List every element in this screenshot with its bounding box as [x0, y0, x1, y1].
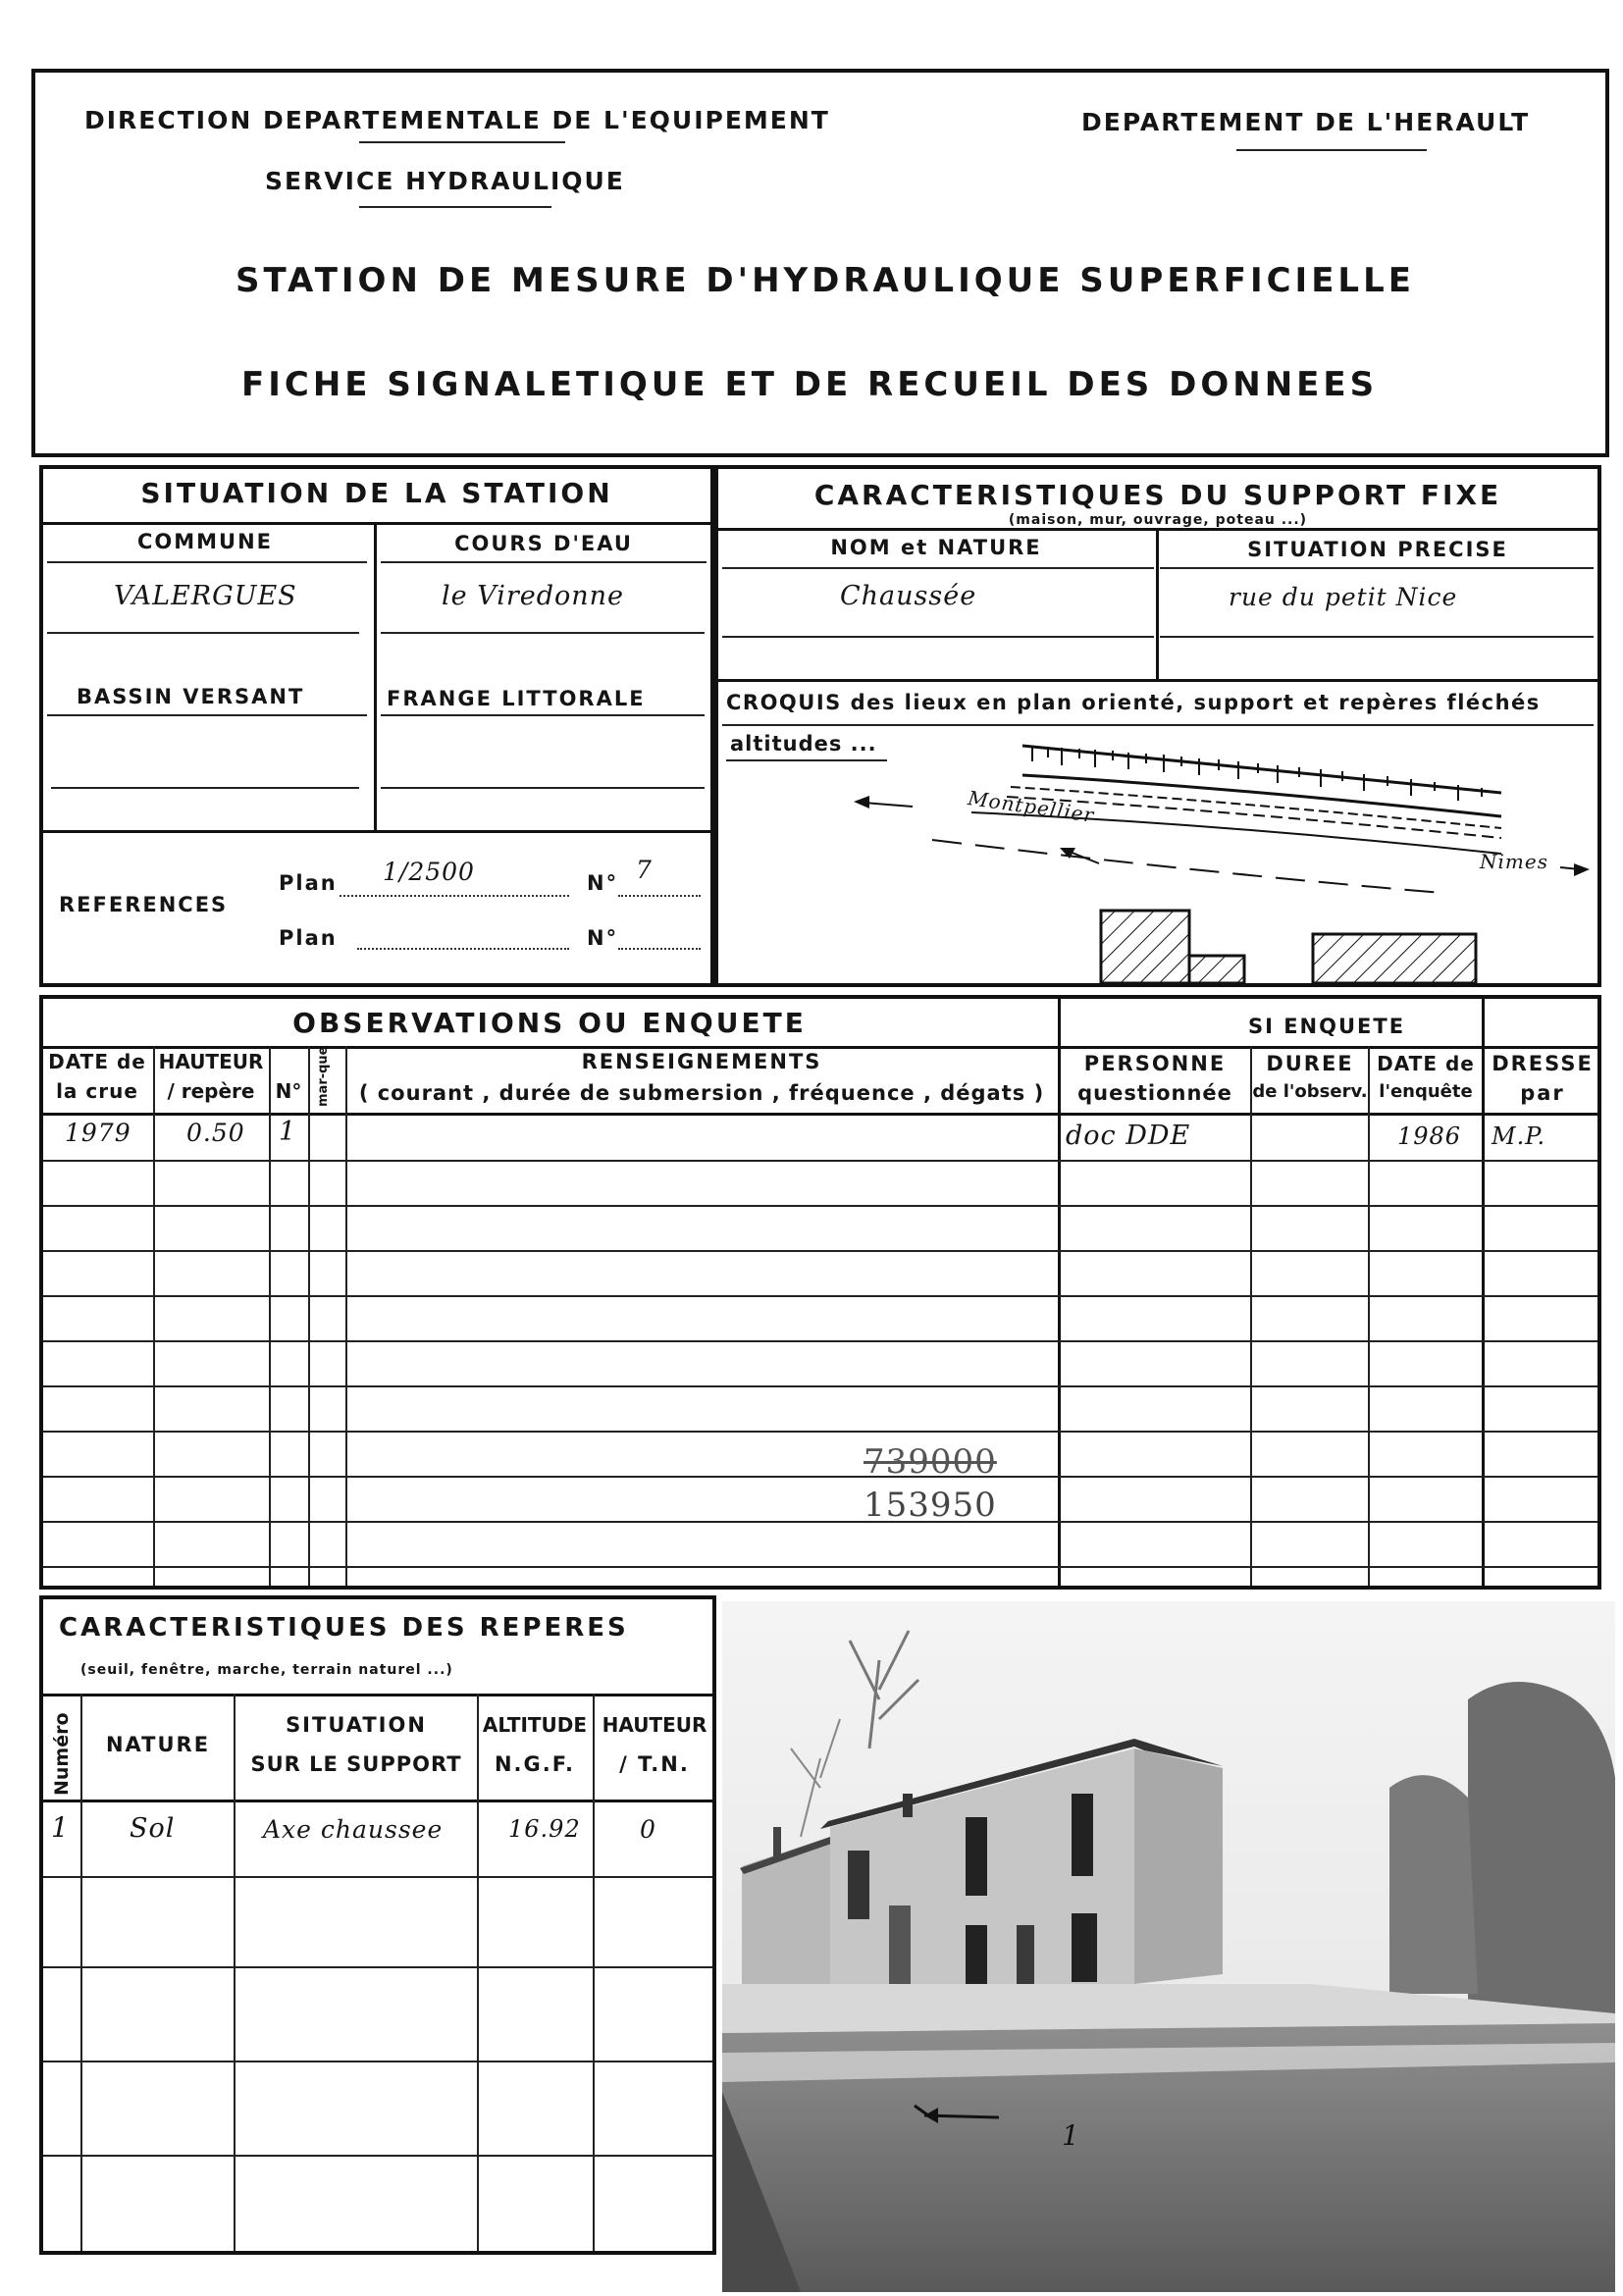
obs-row-line	[43, 1295, 1597, 1297]
header-org: DIRECTION DEPARTEMENTALE DE L'EQUIPEMENT	[84, 106, 830, 134]
no2-label: N°	[587, 926, 619, 950]
col-duree-2: de l'observ.	[1252, 1081, 1368, 1102]
situation-title: SITUATION DE LA STATION	[140, 477, 613, 509]
obs-row-line	[43, 1476, 1597, 1478]
obs-row-line	[43, 1250, 1597, 1252]
coord-value-1: 739000	[864, 1442, 997, 1482]
obs-row-line	[43, 1566, 1597, 1568]
cours-label: COURS D'EAU	[454, 532, 633, 555]
obs-row-line	[43, 1205, 1597, 1207]
site-sketch	[716, 726, 1599, 985]
obs-date-enquete-value: 1986	[1397, 1122, 1462, 1150]
reperes-subtitle: (seuil, fenêtre, marche, terrain naturel ...)	[80, 1662, 453, 1678]
situation-line-4	[47, 714, 367, 716]
col-dresse-2: par	[1520, 1081, 1565, 1105]
obs-vdiv-4	[345, 1046, 347, 1586]
rep-row-line	[43, 2155, 712, 2157]
situation-line-4b	[381, 714, 705, 716]
plan2-label: Plan	[279, 926, 338, 950]
header-department-underline	[1236, 149, 1427, 151]
sketch-label-montpellier: Montpellier	[966, 786, 1096, 827]
reperes-line-1	[39, 1694, 716, 1696]
rep-numero-value: 1	[51, 1811, 70, 1844]
rep-col-situation-1: SITUATION	[286, 1713, 427, 1737]
rep-vdiv-2	[234, 1694, 236, 2251]
plan2-dots	[357, 948, 569, 950]
col-personne-2: questionnée	[1077, 1081, 1232, 1105]
col-date-crue-2: la crue	[56, 1079, 138, 1103]
obs-row-line	[43, 1385, 1597, 1387]
plan1-value: 1/2500	[383, 858, 475, 886]
obs-row-line	[43, 1340, 1597, 1342]
cours-value: le Viredonne	[442, 581, 625, 611]
situation-line-5	[51, 787, 359, 789]
obs-vdiv-6	[1250, 1046, 1252, 1586]
situation-line-3	[47, 632, 359, 634]
rep-row-line	[43, 2061, 712, 2062]
obs-row-line	[43, 1521, 1597, 1523]
obs-row-line	[43, 1431, 1597, 1433]
col-duree-1: DUREE	[1266, 1052, 1354, 1075]
rep-col-hauteur-2: / T.N.	[619, 1752, 690, 1776]
col-personne-1: PERSONNE	[1083, 1052, 1227, 1075]
col-renseignements-1: RENSEIGNEMENTS	[581, 1050, 822, 1073]
rep-col-altitude-2: N.G.F.	[494, 1752, 575, 1776]
station-photo	[722, 1601, 1615, 2292]
support-subtitle: (maison, mur, ouvrage, poteau ...)	[1008, 512, 1308, 528]
support-line-3b	[1160, 636, 1594, 638]
plan1-label: Plan	[279, 871, 338, 895]
obs-vdiv-2	[269, 1046, 271, 1586]
obs-vdiv-7	[1368, 1046, 1370, 1586]
commune-label: COMMUNE	[136, 530, 274, 553]
rep-vdiv-3	[477, 1694, 479, 2251]
reperes-title: CARACTERISTIQUES DES REPERES	[59, 1613, 629, 1643]
obs-vdiv-1	[153, 1046, 155, 1586]
situation-vdiv	[374, 524, 377, 832]
rep-col-altitude-1: ALTITUDE	[482, 1713, 588, 1737]
frange-label: FRANGE LITTORALE	[387, 687, 646, 710]
col-hauteur-2: / repère	[167, 1079, 255, 1103]
support-title: CARACTERISTIQUES DU SUPPORT FIXE	[813, 479, 1502, 511]
col-marque: mar-que	[316, 1046, 331, 1107]
header-department: DEPARTEMENT DE L'HERAULT	[1081, 108, 1531, 136]
nom-label: NOM et NATURE	[830, 536, 1042, 559]
support-line-4	[714, 679, 1601, 682]
rep-vdiv-4	[593, 1694, 595, 2251]
plan1-dots	[340, 895, 569, 897]
obs-hauteur-value: 0.50	[186, 1119, 245, 1147]
header-org-underline	[359, 141, 565, 143]
col-no: N°	[275, 1079, 302, 1103]
col-date-crue-1: DATE de	[48, 1050, 146, 1073]
no1-dots	[618, 895, 701, 897]
rep-row-line	[43, 1966, 712, 1968]
col-hauteur-1: HAUTEUR	[158, 1050, 264, 1073]
header-title-1: STATION DE MESURE D'HYDRAULIQUE SUPERFICIELLE	[236, 261, 1415, 300]
no2-dots	[618, 948, 701, 950]
col-dresse-1: DRESSE	[1492, 1052, 1594, 1075]
situation-precise-label: SITUATION PRECISE	[1247, 538, 1508, 561]
observations-title: OBSERVATIONS OU ENQUETE	[292, 1007, 807, 1039]
rep-vdiv-1	[80, 1694, 82, 2251]
situation-line-6	[39, 830, 714, 833]
obs-vdiv-3	[308, 1046, 310, 1586]
croquis-label: CROQUIS des lieux en plan orienté, support et repères fléchés	[726, 691, 1541, 714]
col-date-enquete-2: l'enquête	[1379, 1081, 1473, 1102]
support-line-2b	[1160, 567, 1594, 569]
sketch-label-nimes: Nimes	[1480, 850, 1548, 873]
rep-situation-value: Axe chaussee	[263, 1815, 444, 1844]
header-service-underline	[359, 206, 551, 208]
col-renseignements-2: ( courant , durée de submersion , fréquence , dégats )	[358, 1081, 1045, 1105]
col-date-enquete-1: DATE de	[1377, 1052, 1475, 1075]
rep-altitude-value: 16.92	[508, 1815, 581, 1843]
rep-hauteur-value: 0	[640, 1815, 656, 1844]
obs-dresse-value: M.P.	[1492, 1122, 1546, 1150]
rep-col-numero: Numéro	[51, 1712, 73, 1796]
situation-line-3b	[381, 632, 705, 634]
support-line-3	[722, 636, 1154, 638]
header-service: SERVICE HYDRAULIQUE	[265, 167, 625, 195]
commune-value: VALERGUES	[114, 581, 297, 611]
coord-value-2: 153950	[864, 1486, 997, 1525]
header-title-2: FICHE SIGNALETIQUE ET DE RECUEIL DES DONNEES	[241, 365, 1379, 404]
situation-line-2	[47, 561, 367, 563]
references-label: REFERENCES	[59, 893, 229, 916]
reperes-line-2	[39, 1800, 716, 1802]
rep-col-hauteur-1: HAUTEUR	[602, 1713, 707, 1737]
rep-nature-value: Sol	[130, 1813, 176, 1844]
obs-no-value: 1	[279, 1117, 297, 1147]
nom-value: Chaussée	[840, 581, 977, 611]
rep-row-line	[43, 1876, 712, 1878]
situation-line-1	[39, 522, 714, 525]
rep-col-situation-2: SUR LE SUPPORT	[250, 1752, 462, 1776]
altitudes-label: altitudes ...	[730, 732, 877, 756]
situation-precise-value: rue du petit Nice	[1229, 583, 1458, 611]
obs-personne-value: doc DDE	[1066, 1121, 1191, 1151]
situation-line-5b	[381, 787, 705, 789]
support-vdiv	[1156, 530, 1159, 679]
si-enquete-label: SI ENQUETE	[1247, 1015, 1406, 1038]
obs-row-line	[43, 1160, 1597, 1162]
no1-value: 7	[636, 856, 653, 884]
no1-label: N°	[587, 871, 619, 895]
obs-date-value: 1979	[65, 1119, 131, 1147]
rep-col-nature: NATURE	[105, 1733, 211, 1756]
photo-marker-label: 1	[1062, 2119, 1080, 2152]
bassin-label: BASSIN VERSANT	[77, 685, 305, 708]
support-line-2	[722, 567, 1154, 569]
situation-line-2b	[381, 561, 707, 563]
